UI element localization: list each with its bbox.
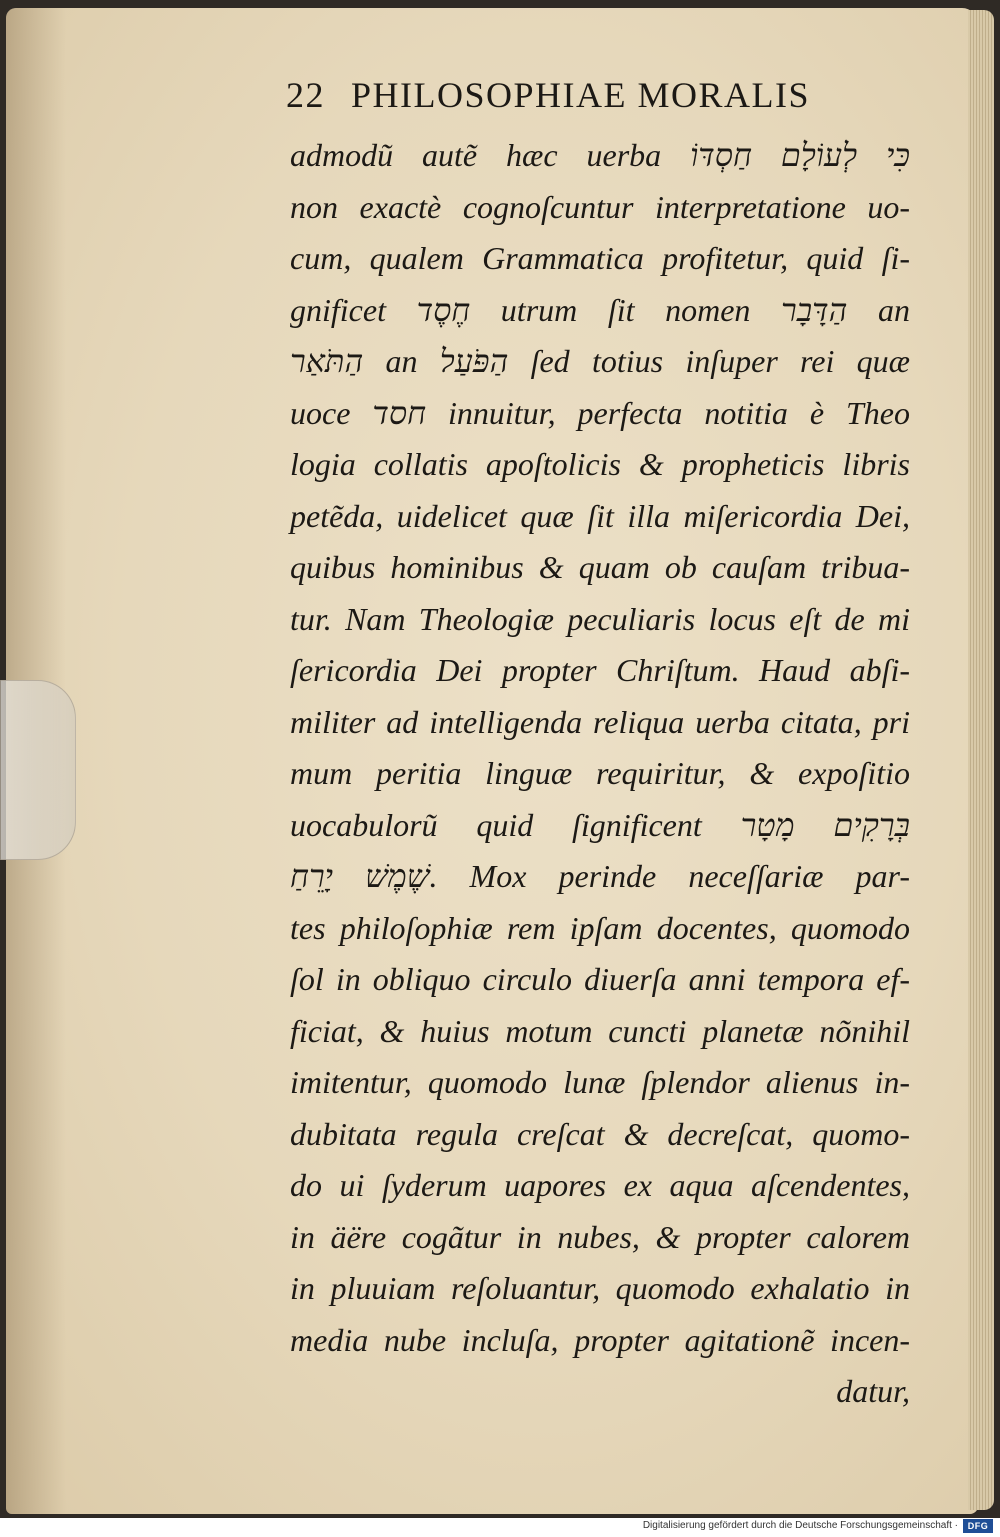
text-line: in pluuiam reſoluantur, quomodo exhalatio in: [290, 1270, 910, 1306]
text-line: dubitata regula creſcat & decreſcat, quomo-: [290, 1115, 910, 1152]
text-line: media nube incluſa, propter agitationẽ incen-: [290, 1321, 910, 1358]
body-text: [290, 130, 910, 1418]
page-edges: [968, 10, 994, 1510]
text-line: admodũ autẽ hæc uerba כִּי לְעוֹלָם חַסְדּוֹ: [290, 137, 911, 173]
text-line: שֶׁמֶשׁ יָרֵחַ. Mox perinde neceſſariæ par-: [290, 858, 911, 894]
text-line: militer ad intelligenda reliqua uerba citata, pri: [290, 703, 910, 740]
text-line: mum peritia linguæ requiritur, & expoſitio: [290, 755, 910, 791]
page-clip: [0, 680, 76, 860]
text-line: uocabulorũ quid ſignificent בְּרָקִים מָטָר: [290, 806, 911, 843]
text-line: ſericordia Dei propter Chriſtum. Haud abſi-: [290, 652, 910, 688]
running-head: [286, 74, 846, 116]
digitization-credit: Digitalisierung gefördert durch die Deutsche Forschungsgemeinschaft ·: [642, 1520, 958, 1531]
dfg-logo: DFG: [963, 1519, 993, 1533]
text-line: logia collatis apoſtolicis & propheticis libris: [290, 446, 910, 482]
running-title: PHILOSOPHIAE MORALIS: [351, 75, 811, 115]
text-line: cum, qualem Grammatica profitetur, quid ſi-: [290, 240, 910, 276]
text-line: tes philoſophiæ rem ipſam docentes, quomodo: [290, 909, 910, 946]
text-line: הַתֹּאַר an הַפֹּעַל ſed totius inſuper rei quæ: [290, 343, 910, 379]
text-line: in äëre cogãtur in nubes, & propter calorem: [290, 1218, 910, 1255]
text-line: imitentur, quomodo lunæ ſplendor alienus in-: [290, 1064, 910, 1100]
text-line: non exactè cognoſcuntur interpretatione uo-: [290, 188, 910, 225]
text-line: ſol in obliquo circulo diuerſa anni tempora ef-: [290, 961, 910, 997]
text-line: quibus hominibus & quam ob cauſam tribua-: [290, 549, 910, 585]
text-line: gnificet חֶסֶד utrum ſit nomen הַדָּבָר an: [290, 291, 911, 328]
text-line: tur. Nam Theologiæ peculiaris locus eſt de mi: [290, 600, 910, 637]
page-number: 22: [286, 75, 325, 115]
text-line: ficiat, & huius motum cuncti planetæ nõnihil: [290, 1012, 910, 1049]
text-line: do ui ſyderum uapores ex aqua aſcendentes,: [290, 1167, 910, 1203]
text-line-catchword: datur,: [836, 1373, 910, 1409]
text-line: uoce חסד innuitur, perfecta notitia è Theo: [290, 394, 911, 431]
text-line: petẽda, uidelicet quæ ſit illa miſericordia Dei,: [290, 497, 910, 534]
